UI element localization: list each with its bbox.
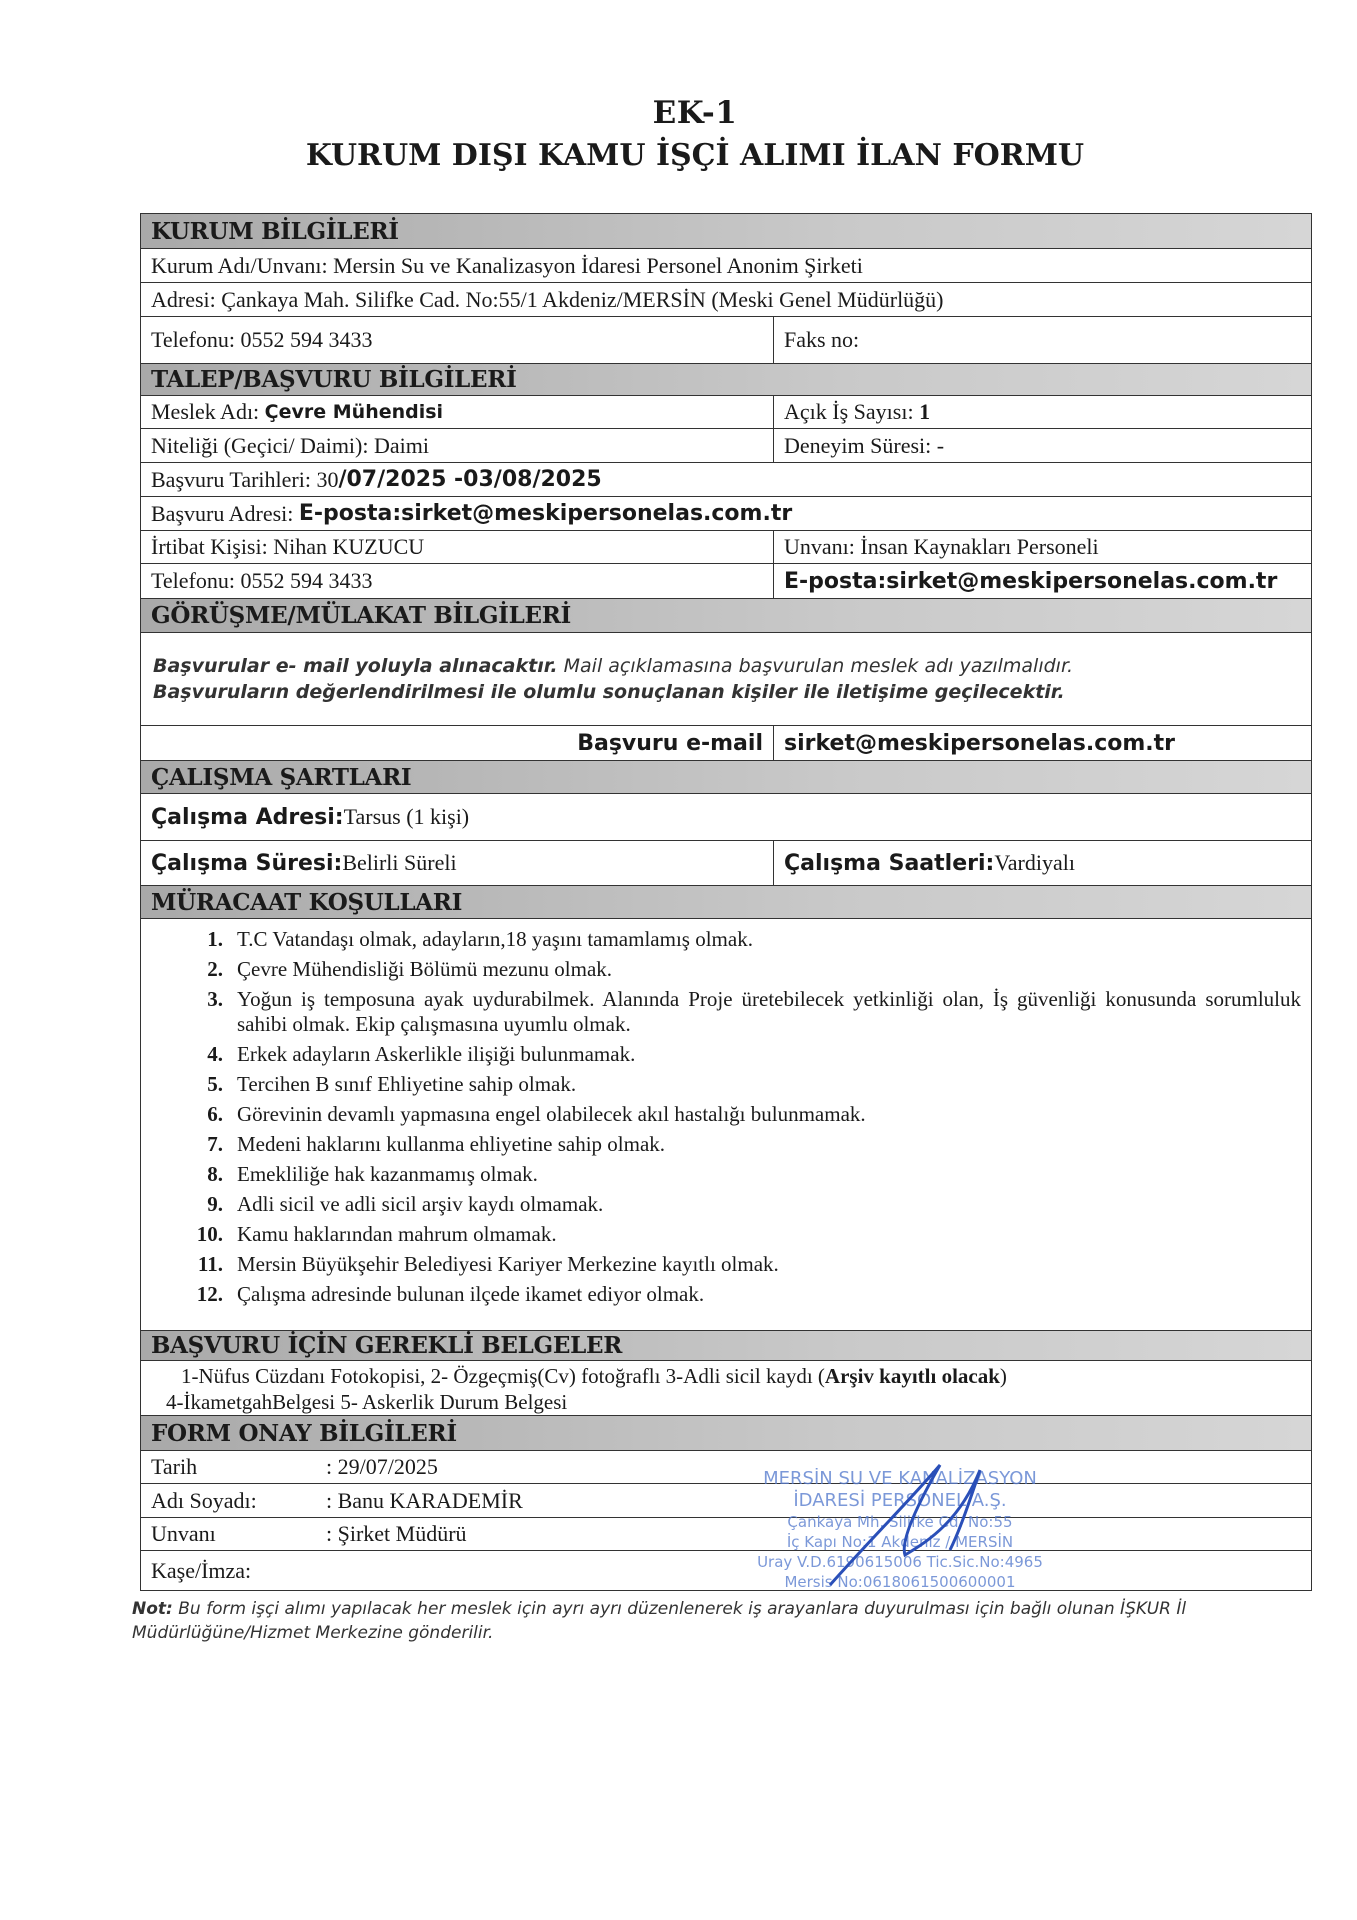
kurum-address: Adresi: Çankaya Mah. Silifke Cad. No:55/1 Akdeniz/MERSİN (Meski Genel Müdürlüğü) [151,286,944,312]
duration-label: Çalışma Süresi: [151,850,343,876]
condition-number: 4. [207,1042,223,1066]
condition-number: 2. [207,957,223,981]
openings-value: 1 [919,399,931,424]
condition-number: 11. [197,1252,223,1276]
section-onay: FORM ONAY BİLGİLERİ [141,1416,1311,1451]
stamp-line: Çankaya Mh. Silifke Cd. No:55 [787,1513,1013,1531]
condition-text: Görevinin devamlı yapmasına engel olabilecek akıl hastalığı bulunmamak. [237,1102,866,1126]
work-duration [141,841,774,885]
condition-item [181,1222,1301,1247]
condition-text: Medeni haklarını kullanma ehliyetine sahip olmak. [237,1132,666,1156]
work-address [141,794,479,840]
section-calisma: ÇALIŞMA ŞARTLARI [141,761,1311,794]
stamp-line: MERSİN SU VE KANALİZASYON [763,1468,1037,1489]
condition-text: Tercihen B sınıf Ehliyetine sahip olmak. [237,1072,577,1096]
condition-item [181,1102,1301,1127]
condition-item [181,1192,1301,1217]
condition-number: 12. [196,1282,223,1306]
work-hours [774,841,1311,885]
docs-end: ) [999,1364,1007,1388]
contact-title: Unvanı: İnsan Kaynakları Personeli [784,534,1099,559]
conditions-list [141,919,1311,1331]
info-rest: Mail açıklamasına başvurulan meslek adı yazılmalıdır. [557,655,1074,677]
condition-text: Kamu haklarından mahrum olmamak. [237,1222,557,1246]
condition-text: Erkek adayların Askerlikle ilişiği bulunmamak. [237,1042,636,1066]
interview-info [141,633,1311,726]
condition-number: 8. [207,1162,223,1186]
openings [774,396,1311,428]
stamp-line: İDARESİ PERSONEL A.Ş. [793,1490,1007,1511]
stamp-line: Mersis No:0618061500600001 [784,1573,1016,1591]
docs-line1: 1-Nüfus Cüzdanı Fotokopisi, 2- Özgeçmiş(Cv) fotoğraflı 3-Adli sicil kaydı ( [181,1364,825,1388]
condition-text: Yoğun iş temposuna ayak uydurabilmek. Alanında Proje üretebilecek yetkinliği olan, İş güvenliği konusunda sorumluluk sahibi olmak. Ekip çalışmasına uyumlu olmak. [237,987,1301,1036]
hours-label: Çalışma Saatleri: [784,850,995,876]
application-dates [141,463,612,496]
duration-value: Belirli Süreli [342,850,457,875]
condition-item [181,1042,1301,1067]
onay-key: Adı Soyadı: [151,1487,257,1513]
condition-item [181,957,1301,982]
onay-row [141,1518,1311,1551]
hours-value: Vardiyalı [994,850,1075,875]
onay-key: Tarih [151,1454,198,1479]
condition-number: 3. [207,987,223,1011]
job-value: Çevre Mühendisi [264,401,444,423]
note-label: Not: [132,1599,173,1619]
condition-item [181,1162,1301,1187]
job-nature: Niteliği (Geçici/ Daimi): Daimi [141,429,774,462]
signature-icon [800,1460,1060,1600]
condition-number: 7. [207,1132,223,1156]
onay-row [141,1484,1311,1518]
note-text: Bu form işçi alımı yapılacak her meslek için ayrı ayrı düzenlenerek iş arayanlara duyurulması için bağlı olunan İŞKUR İl Müdürlüğüne/Hizmet Merkezine gönderilir. [132,1599,1187,1643]
contact-phone: Telefonu: 0552 594 3433 [141,564,774,598]
annex-label: EK-1 [652,95,738,131]
condition-number: 10. [196,1222,223,1246]
footer-note [132,1597,1282,1645]
docs-line2: 4-İkametgahBelgesi 5- Askerlik Durum Belgesi [166,1390,568,1414]
stamp-line: İç Kapı No:1 Akdeniz / MERSİN [786,1533,1014,1551]
openings-label: Açık İş Sayısı: [784,399,914,424]
application-address [141,497,802,530]
onay-row [141,1451,1311,1484]
work-address-label: Çalışma Adresi: [151,804,344,830]
condition-item [181,1072,1301,1097]
onay-row [141,1551,1311,1591]
onay-key: Kaşe/İmza: [151,1557,252,1583]
onay-value [316,1551,336,1590]
contact-person: İrtibat Kişisi: Nihan KUZUCU [141,531,774,563]
condition-number: 6. [207,1102,223,1126]
work-address-value: Tarsus (1 kişi) [343,804,470,829]
kurum-name: Kurum Adı/Unvanı: Mersin Su ve Kanalizasyon İdaresi Personel Anonim Şirketi [151,252,863,278]
contact-email[interactable]: E-posta:sirket@meskipersonelas.com.tr [784,568,1278,594]
info-bold: Başvurular e- mail yoluyla alınacaktır. [153,655,558,677]
condition-number: 1. [207,927,223,951]
info-line2: Başvuruların değerlendirilmesi ile olumlu sonuçlanan kişiler ile iletişime geçilecektir. [153,681,1065,703]
condition-text: Adli sicil ve adli sicil arşiv kaydı olmamak. [237,1192,604,1216]
onay-value: : Banu KARADEMİR [326,1487,523,1513]
email-value[interactable]: sirket@meskipersonelas.com.tr [784,730,1176,756]
section-belgeler: BAŞVURU İÇİN GEREKLİ BELGELER [141,1331,1311,1361]
experience: Deneyim Süresi: - [784,432,945,458]
job-name [141,396,774,428]
address-label: Başvuru Adresi: [151,500,294,526]
section-talep: TALEP/BAŞVURU BİLGİLERİ [141,364,1311,396]
condition-text: Çevre Mühendisliği Bölümü mezunu olmak. [237,957,613,981]
condition-item [181,1282,1301,1307]
condition-text: T.C Vatandaşı olmak, adayların,18 yaşını tamamlamış olmak. [237,927,753,951]
docs-bold: Arşiv kayıtlı olacak [824,1364,1000,1388]
condition-item [181,927,1301,952]
section-muracaat: MÜRACAAT KOŞULLARI [141,886,1311,919]
dates-value: /07/2025 -03/08/2025 [338,467,602,492]
application-form [140,213,1312,1591]
job-label: Meslek Adı: [151,399,260,424]
condition-item [181,1252,1301,1277]
condition-item [181,987,1301,1037]
condition-item [181,1132,1301,1157]
dates-label: Başvuru Tarihleri: 30 [151,466,339,492]
address-value[interactable]: E-posta:sirket@meskipersonelas.com.tr [298,501,793,526]
onay-value: : 29/07/2025 [326,1454,438,1479]
stamp-line: Uray V.D.6190615006 Tic.Sic.No:4965 [757,1553,1043,1571]
condition-text: Mersin Büyükşehir Belediyesi Kariyer Merkezine kayıtlı olmak. [237,1252,779,1276]
condition-text: Emekliliğe hak kazanmamış olmak. [237,1162,538,1186]
form-title: KURUM DIŞI KAMU İŞÇİ ALIMI İLAN FORMU [305,138,1085,173]
condition-number: 9. [207,1192,223,1216]
kurum-fax: Faks no: [784,327,860,352]
email-label: Başvuru e-mail [141,726,774,760]
required-documents [141,1361,1311,1416]
condition-number: 5. [207,1072,223,1096]
onay-key: Unvanı [151,1521,216,1546]
condition-text: Çalışma adresinde bulunan ilçede ikamet ediyor olmak. [237,1282,705,1306]
section-kurum: KURUM BİLGİLERİ [141,214,1311,249]
kurum-phone: Telefonu: 0552 594 3433 [141,317,774,363]
section-gorusme: GÖRÜŞME/MÜLAKAT BİLGİLERİ [141,599,1311,633]
onay-value: : Şirket Müdürü [326,1521,467,1546]
